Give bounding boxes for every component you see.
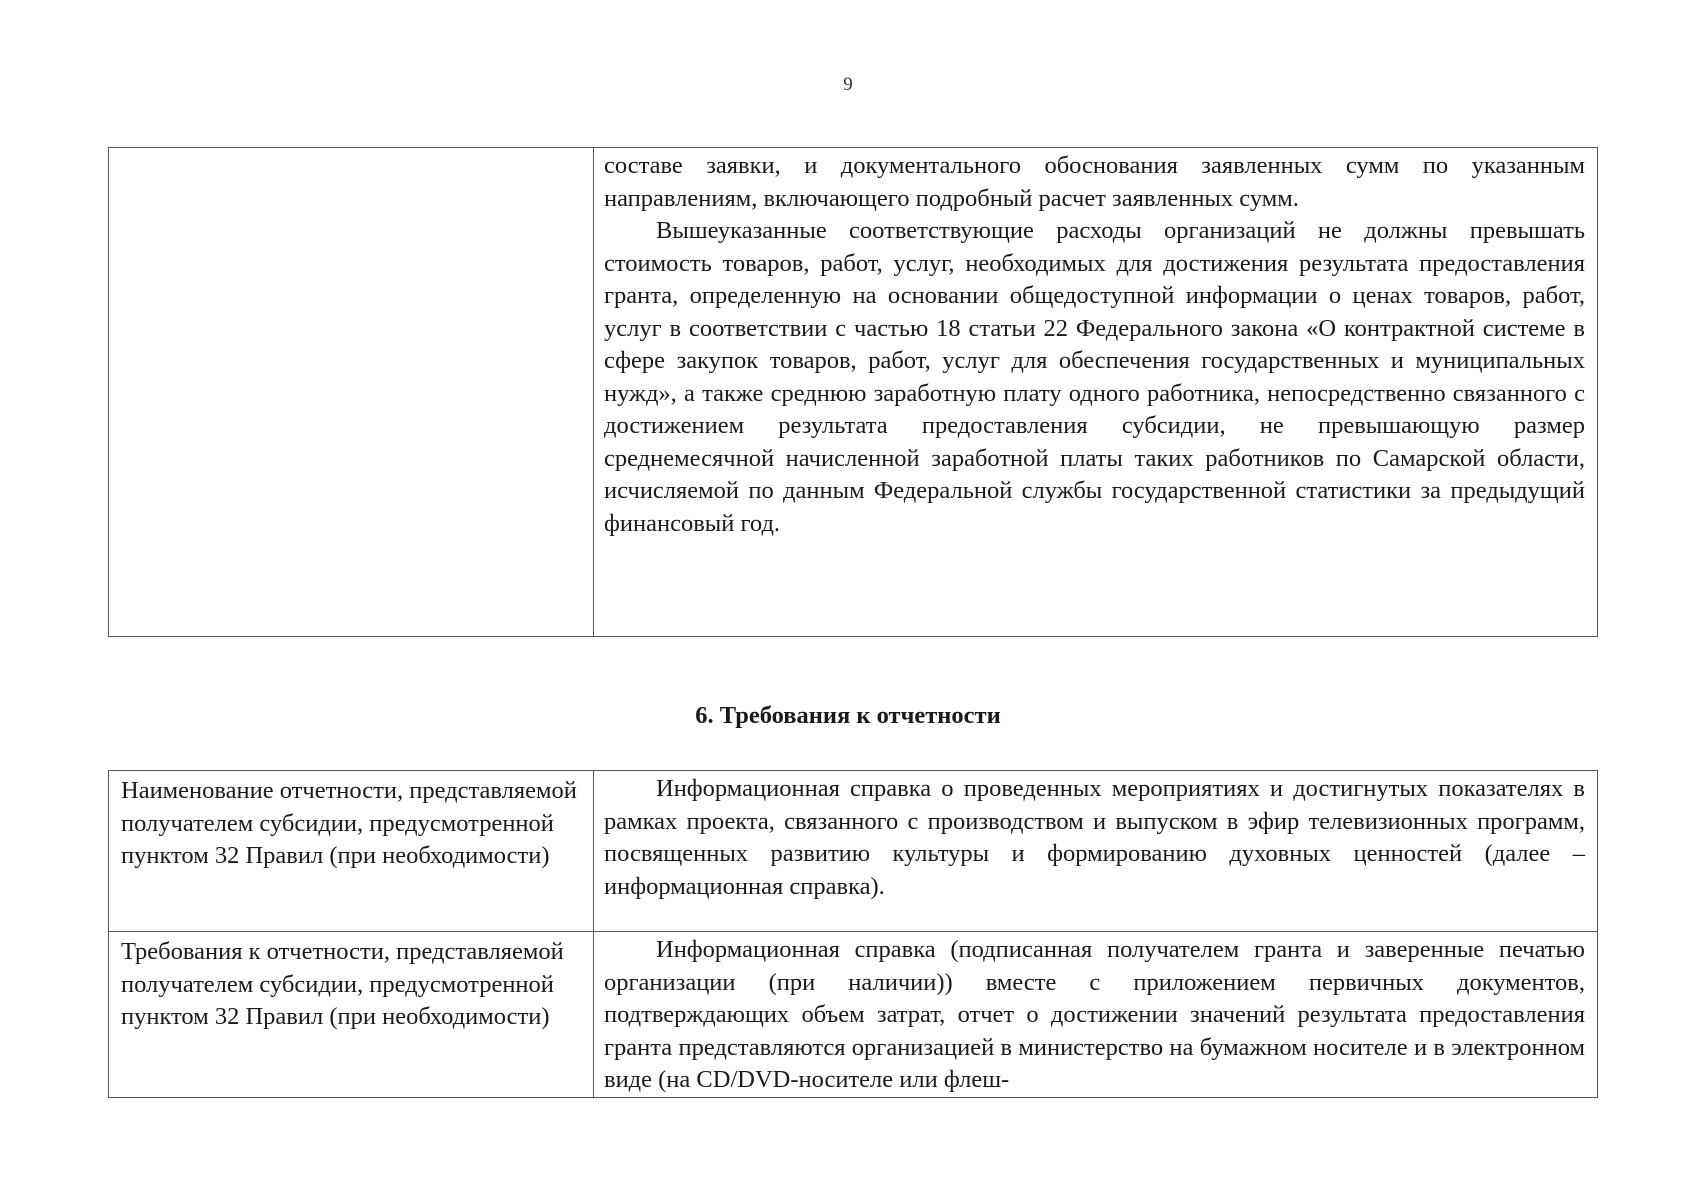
- continuation-table: [108, 147, 1598, 637]
- row-label: Требования к отчетности, представляемой получателем субсидии, предусмотренной пунктом 32 Правил (при необходимости): [121, 938, 564, 1030]
- section-title: 6. Требования к отчетности: [695, 702, 1001, 729]
- table-row: [109, 771, 1598, 932]
- table-row: [109, 932, 1598, 1098]
- page-number: 9: [843, 74, 853, 95]
- paragraph-expenses: Вышеуказанные соответствующие расходы организаций не должны превышать стоимость товаров, работ, услуг, необходимых для достижения результата предоставления гранта, определенную на основании общедоступной информации о ценах товаров, работ, услуг в соответствии с частью 18 статьи 22 Федерального закона «О контрактной системе в сфере закупок товаров, работ, услуг для обеспечения государственных и муниципальных нужд», а также среднюю заработную плату одного работника, непосредственно связанного с достижением результата предоставления субсидии, не превышающую размер среднемесячной начисленной заработной платы таких работников по Самарской области, исчисляемой по данным Федеральной службы государственной статистики за предыдущий финансовый год.: [604, 217, 1585, 537]
- row-label-cell: [109, 932, 594, 1098]
- empty-left-cell: [109, 148, 594, 637]
- paragraph-continuation: составе заявки, и документального обоснования заявленных сумм по указанным направлениям, включающего подробный расчет заявленных сумм.: [604, 152, 1585, 212]
- row-label: Наименование отчетности, представляемой получателем субсидии, предусмотренной пунктом 32 Правил (при необходимости): [121, 777, 577, 869]
- row-text: Информационная справка (подписанная получателем гранта и заверенные печатью организации (при наличии)) вместе с приложением первичных документов, подтверждающих объем затрат, отчет о достижении значений результата предоставления гранта представляются организацией в министерство на бумажном носителе и в электронном виде (на CD/DVD-носителе или флеш-: [604, 936, 1585, 1093]
- left-cell-text: [109, 148, 593, 152]
- row-content-cell: [594, 932, 1598, 1098]
- row-label-cell: [109, 771, 594, 932]
- row-text: Информационная справка о проведенных мероприятиях и достигнутых показателях в рамках проекта, связанного с производством и выпуском в эфир телевизионных программ, посвященных развитию культуры и формированию духовных ценностей (далее – информационная справка).: [604, 775, 1585, 900]
- row-content-cell: [594, 771, 1598, 932]
- table-row: [109, 148, 1598, 637]
- reporting-requirements-table: [108, 770, 1598, 1098]
- right-cell: [594, 148, 1598, 637]
